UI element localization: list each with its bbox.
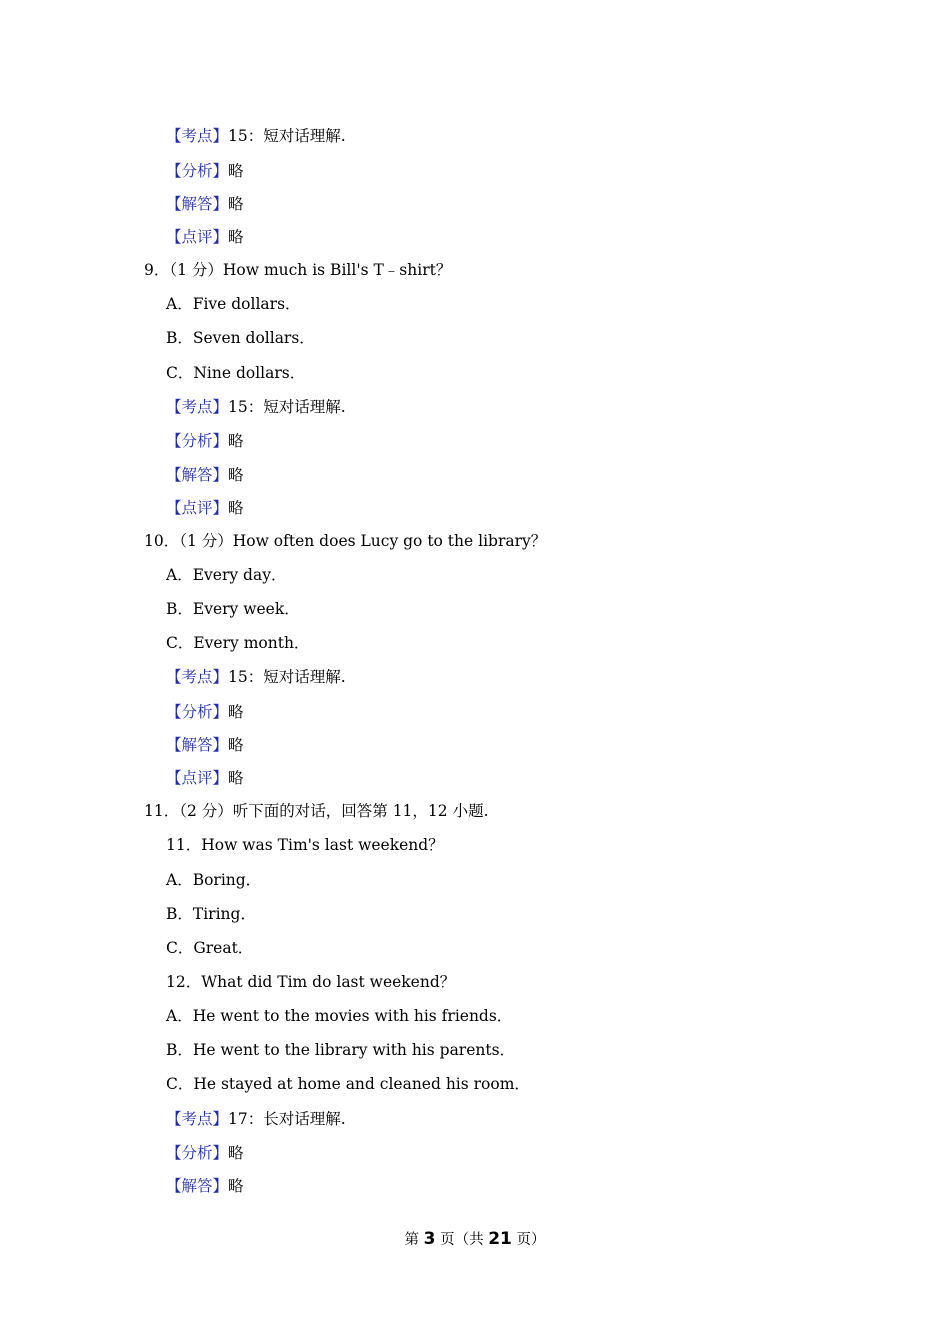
annotation-text: 略	[228, 769, 244, 787]
annotation-line	[166, 702, 244, 722]
annotation-text: 略	[228, 703, 244, 721]
annotation-line	[166, 1109, 346, 1129]
annotation-tag: 【点评】	[166, 499, 229, 517]
annotation-line	[166, 735, 244, 755]
question-line: 11．（2 分）听下面的对话，回答第 11，12 小题.	[144, 802, 489, 820]
annotation-line	[166, 667, 346, 687]
annotation-text: 15：短对话理解.	[228, 398, 346, 416]
annotation-tag: 【考点】	[166, 398, 229, 416]
annotation-text: 略	[228, 1144, 244, 1162]
option-line: A．Boring．	[166, 871, 262, 889]
annotation-text: 略	[228, 432, 244, 450]
question-line: 10．（1 分）How often does Lucy go to the library？	[144, 532, 547, 550]
question-line: 9．（1 分）How much is Bill's T﹣shirt？	[144, 261, 452, 279]
annotation-line	[166, 498, 244, 518]
annotation-line	[166, 768, 244, 788]
option-line: A．He went to the movies with his friends．	[166, 1007, 513, 1025]
annotation-line	[166, 431, 244, 451]
annotation-line	[166, 397, 346, 417]
annotation-tag: 【解答】	[166, 195, 229, 213]
annotation-tag: 【分析】	[166, 1144, 229, 1162]
annotation-tag: 【解答】	[166, 1177, 229, 1195]
option-line: B．Tiring．	[166, 905, 256, 923]
total-pages-number: 21	[488, 1229, 512, 1249]
current-page-number: 3	[423, 1229, 436, 1249]
annotation-text: 略	[228, 228, 244, 246]
annotation-text: 15：短对话理解.	[228, 127, 346, 145]
page-footer	[0, 1228, 950, 1251]
annotation-line	[166, 1143, 244, 1163]
annotation-tag: 【点评】	[166, 769, 229, 787]
annotation-line	[166, 1176, 244, 1196]
annotation-tag: 【点评】	[166, 228, 229, 246]
annotation-line	[166, 227, 244, 247]
annotation-tag: 【分析】	[166, 162, 229, 180]
annotation-text: 17：长对话理解.	[228, 1110, 346, 1128]
option-line: C．Great．	[166, 939, 254, 957]
option-line: A．Five dollars．	[166, 295, 301, 313]
annotation-tag: 【解答】	[166, 736, 229, 754]
annotation-text: 略	[228, 499, 244, 517]
option-line: C．He stayed at home and cleaned his room．	[166, 1075, 530, 1093]
footer-prefix: 第	[404, 1232, 424, 1248]
annotation-line	[166, 194, 244, 214]
annotation-text: 略	[228, 162, 244, 180]
option-line: C．Every month．	[166, 634, 310, 652]
footer-middle: 页（共	[435, 1232, 489, 1248]
annotation-tag: 【考点】	[166, 668, 229, 686]
annotation-text: 15：短对话理解.	[228, 668, 346, 686]
annotation-tag: 【考点】	[166, 1110, 229, 1128]
annotation-text: 略	[228, 195, 244, 213]
option-line: A．Every day．	[166, 566, 287, 584]
option-line: C．Nine dollars．	[166, 364, 306, 382]
option-line: B．Every week．	[166, 600, 300, 618]
annotation-text: 略	[228, 466, 244, 484]
annotation-tag: 【解答】	[166, 466, 229, 484]
option-line: B．Seven dollars．	[166, 329, 315, 347]
annotation-line	[166, 126, 346, 146]
footer-suffix: 页）	[511, 1232, 546, 1248]
annotation-text: 略	[228, 736, 244, 754]
annotation-text: 略	[228, 1177, 244, 1195]
option-line: 11．How was Tim's last weekend？	[166, 836, 444, 854]
annotation-tag: 【分析】	[166, 432, 229, 450]
option-line: B．He went to the library with his parents．	[166, 1041, 516, 1059]
option-line: 12．What did Tim do last weekend？	[166, 973, 456, 991]
annotation-tag: 【考点】	[166, 127, 229, 145]
annotation-line	[166, 161, 244, 181]
annotation-tag: 【分析】	[166, 703, 229, 721]
annotation-line	[166, 465, 244, 485]
